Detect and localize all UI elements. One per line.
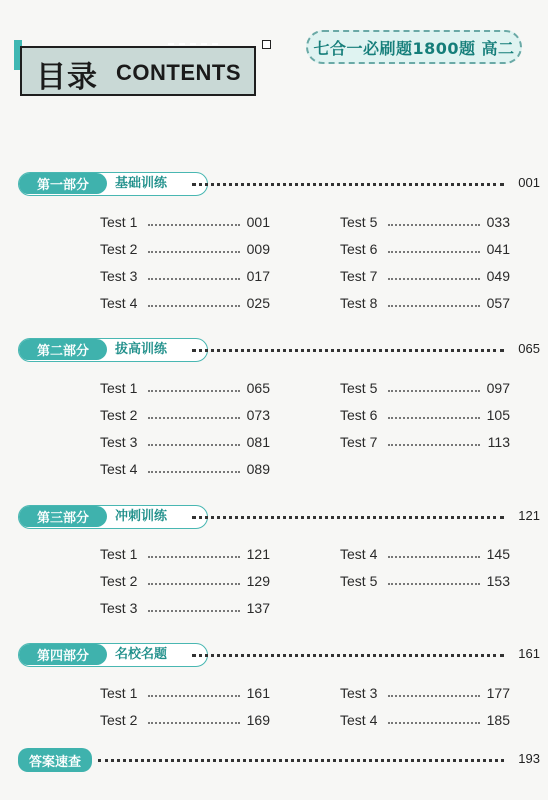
entry-label: Test 8 — [340, 295, 378, 311]
toc-entry[interactable] — [100, 546, 270, 564]
toc-entry[interactable] — [340, 214, 510, 232]
entry-page: 177 — [486, 685, 510, 701]
entry-page: 121 — [246, 546, 270, 562]
answer-key-tag: 答案速查 — [18, 748, 92, 772]
entry-page: 137 — [246, 600, 270, 616]
part-name: 基础训练 — [115, 176, 168, 191]
leader-dots — [388, 444, 480, 446]
toc-entry[interactable] — [340, 434, 510, 452]
toc-entry[interactable] — [340, 573, 510, 591]
entry-label: Test 4 — [100, 461, 138, 477]
page-title-en: CONTENTS — [116, 60, 241, 85]
entry-label: Test 2 — [100, 241, 138, 257]
leader-dots — [388, 695, 480, 697]
entry-label: Test 7 — [340, 434, 378, 450]
toc-entry[interactable] — [340, 380, 510, 398]
entry-page: 113 — [487, 434, 510, 450]
entry-page: 185 — [486, 712, 510, 728]
toc-entry[interactable] — [100, 295, 270, 313]
entry-label: Test 3 — [100, 600, 138, 616]
entry-page: 025 — [246, 295, 270, 311]
part-name: 冲刺训练 — [115, 509, 168, 524]
entry-page: 097 — [486, 380, 510, 396]
part-number: 第二部分 — [19, 339, 107, 360]
entry-label: Test 2 — [100, 573, 138, 589]
part-header-2[interactable] — [18, 338, 540, 362]
leader-dots — [388, 390, 480, 392]
leader-dots — [148, 224, 240, 226]
leader-dots — [192, 516, 504, 519]
entry-page: 129 — [246, 573, 270, 589]
part-tag — [18, 172, 208, 196]
part-name: 名校名题 — [115, 647, 168, 662]
toc-entry[interactable] — [100, 241, 270, 259]
entry-label: Test 5 — [340, 380, 378, 396]
entry-label: Test 5 — [340, 573, 378, 589]
toc-entry[interactable] — [340, 685, 510, 703]
series-badge-text: 七合一必刷题1800题 高二 — [313, 38, 515, 58]
entry-page: 049 — [486, 268, 510, 284]
leader-dots — [148, 471, 240, 473]
entry-label: Test 1 — [100, 380, 138, 396]
part-page-number: 001 — [518, 175, 540, 190]
toc-entry[interactable] — [100, 214, 270, 232]
leader-dots — [148, 610, 240, 612]
entry-page: 017 — [246, 268, 270, 284]
entry-label: Test 1 — [100, 546, 138, 562]
toc-entry[interactable] — [100, 461, 270, 479]
toc-entry[interactable] — [340, 546, 510, 564]
leader-dots — [148, 722, 240, 724]
part-number: 第四部分 — [19, 644, 107, 665]
toc-entry[interactable] — [100, 380, 270, 398]
entry-page: 169 — [246, 712, 270, 728]
toc-entry[interactable] — [340, 268, 510, 286]
entry-page: 105 — [486, 407, 510, 423]
leader-dots — [148, 278, 240, 280]
entry-label: Test 6 — [340, 407, 378, 423]
leader-dots — [388, 305, 480, 307]
entry-page: 089 — [246, 461, 270, 477]
toc-entry[interactable] — [100, 600, 270, 618]
leader-dots — [148, 251, 240, 253]
toc-entry[interactable] — [100, 268, 270, 286]
entry-label: Test 3 — [340, 685, 378, 701]
page-title-cn: 目录 — [36, 60, 98, 95]
toc-entry[interactable] — [340, 712, 510, 730]
entry-label: Test 5 — [340, 214, 378, 230]
toc-entry[interactable] — [100, 573, 270, 591]
leader-dots — [192, 654, 504, 657]
entry-label: Test 3 — [100, 268, 138, 284]
leader-dots — [148, 556, 240, 558]
entry-page: 145 — [486, 546, 510, 562]
leader-dots — [388, 251, 480, 253]
entry-label: Test 4 — [340, 712, 378, 728]
part-page-number: 121 — [518, 508, 540, 523]
entry-page: 009 — [246, 241, 270, 257]
entry-label: Test 2 — [100, 712, 138, 728]
entry-page: 041 — [486, 241, 510, 257]
entry-label: Test 1 — [100, 685, 138, 701]
entry-label: Test 2 — [100, 407, 138, 423]
part-page-number: 065 — [518, 341, 540, 356]
entry-page: 057 — [486, 295, 510, 311]
leader-dots — [388, 583, 480, 585]
toc-entry[interactable] — [100, 407, 270, 425]
entry-page: 065 — [246, 380, 270, 396]
answer-key-page: 193 — [518, 751, 540, 766]
leader-dots — [148, 583, 240, 585]
answer-key-header[interactable] — [18, 748, 540, 772]
toc-entry[interactable] — [340, 407, 510, 425]
leader-dots — [148, 390, 240, 392]
title-corner-square — [262, 40, 271, 49]
entry-page: 153 — [486, 573, 510, 589]
title-dash-decoration — [168, 43, 218, 45]
entry-label: Test 4 — [100, 295, 138, 311]
part-name: 拔高训练 — [115, 342, 168, 357]
part-tag — [18, 338, 208, 362]
entry-page: 033 — [486, 214, 510, 230]
leader-dots — [148, 305, 240, 307]
toc-entry[interactable] — [100, 685, 270, 703]
part-tag — [18, 643, 208, 667]
entry-page: 001 — [246, 214, 270, 230]
leader-dots — [192, 349, 504, 352]
toc-entry[interactable] — [100, 712, 270, 730]
leader-dots — [148, 695, 240, 697]
leader-dots — [192, 183, 504, 186]
toc-entry[interactable] — [340, 241, 510, 259]
series-badge — [306, 30, 522, 64]
entry-page: 081 — [246, 434, 270, 450]
leader-dots — [148, 444, 240, 446]
part-header-1[interactable] — [18, 172, 540, 196]
entry-page: 161 — [246, 685, 270, 701]
entry-page: 073 — [246, 407, 270, 423]
leader-dots — [388, 224, 480, 226]
part-tag — [18, 505, 208, 529]
toc-entry[interactable] — [340, 295, 510, 313]
toc-entry[interactable] — [100, 434, 270, 452]
entry-label: Test 7 — [340, 268, 378, 284]
leader-dots — [388, 556, 480, 558]
entry-label: Test 1 — [100, 214, 138, 230]
part-page-number: 161 — [518, 646, 540, 661]
leader-dots — [98, 759, 504, 762]
part-header-4[interactable] — [18, 643, 540, 667]
leader-dots — [388, 417, 480, 419]
leader-dots — [388, 278, 480, 280]
leader-dots — [148, 417, 240, 419]
part-header-3[interactable] — [18, 505, 540, 529]
entry-label: Test 3 — [100, 434, 138, 450]
part-number: 第一部分 — [19, 173, 107, 194]
entry-label: Test 4 — [340, 546, 378, 562]
entry-label: Test 6 — [340, 241, 378, 257]
leader-dots — [388, 722, 480, 724]
part-number: 第三部分 — [19, 506, 107, 527]
